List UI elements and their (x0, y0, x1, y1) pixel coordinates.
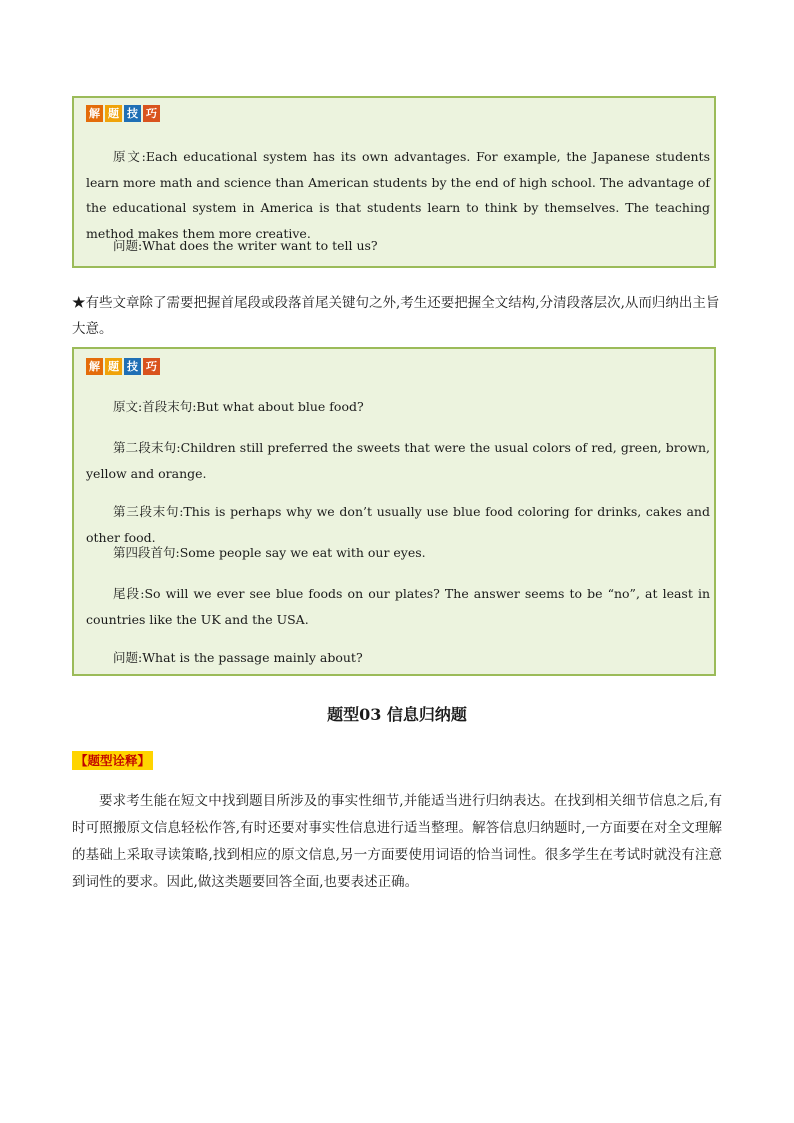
badge-char: 题 (105, 358, 122, 375)
tip-badge (86, 105, 160, 122)
question-text: 问题:What is the passage mainly about? (113, 650, 363, 665)
tip-badge (86, 358, 160, 375)
badge-char: 技 (124, 105, 141, 122)
badge-char: 解 (86, 105, 103, 122)
badge-char: 解 (86, 358, 103, 375)
tip-box-1 (72, 96, 716, 268)
badge-char: 巧 (143, 105, 160, 122)
badge-char: 技 (124, 358, 141, 375)
explanation-paragraph: 要求考生能在短文中找到题目所涉及的事实性细节,并能适当进行归纳表达。在找到相关细节信息之后,有时可照搬原文信息轻松作答,有时还要对事实性信息进行适当整理。解答信息归纳题时,一方面要在对全文理解的基础上采取寻读策略,找到相应的原文信息,另一方面要使用词语的恰当词性。很多学生在考试时就没有注意到词性的要求。因此,做这类题要回答全面,也要表述正确。 (72, 793, 722, 890)
badge-char: 巧 (143, 358, 160, 375)
type-explanation-tag: 【题型诠释】 (72, 751, 153, 770)
first-para-last-sentence: 原文:首段末句:But what about blue food? (113, 399, 364, 414)
question-text: 问题:What does the writer want to tell us? (113, 238, 378, 253)
last-para: 尾段:So will we ever see blue foods on our plates? The answer seems to be “no”, at least in countries like the UK and the USA. (86, 586, 710, 627)
original-text: 原文:Each educational system has its own advantages. For example, the Japanese students learn more math and science than American students by the end of high school. The advantage of the educational system in America is that students learn to think by themselves. The teaching method makes them more creative. (86, 149, 710, 241)
fourth-para-first-sentence: 第四段首句:Some people say we eat with our eyes. (113, 545, 426, 560)
star-note: ★有些文章除了需要把握首尾段或段落首尾关键句之外,考生还要把握全文结构,分清段落层次,从而归纳出主旨大意。 (72, 295, 720, 337)
third-para-last-sentence: 第三段末句:This is perhaps why we don’t usually use blue food coloring for drinks, cakes and other food. (86, 504, 710, 545)
second-para-last-sentence: 第二段末句:Children still preferred the sweets that were the usual colors of red, green, brown, yellow and orange. (86, 440, 710, 481)
section-title: 题型03 信息归纳题 (327, 705, 467, 724)
tip-box-2 (72, 347, 716, 676)
badge-char: 题 (105, 105, 122, 122)
